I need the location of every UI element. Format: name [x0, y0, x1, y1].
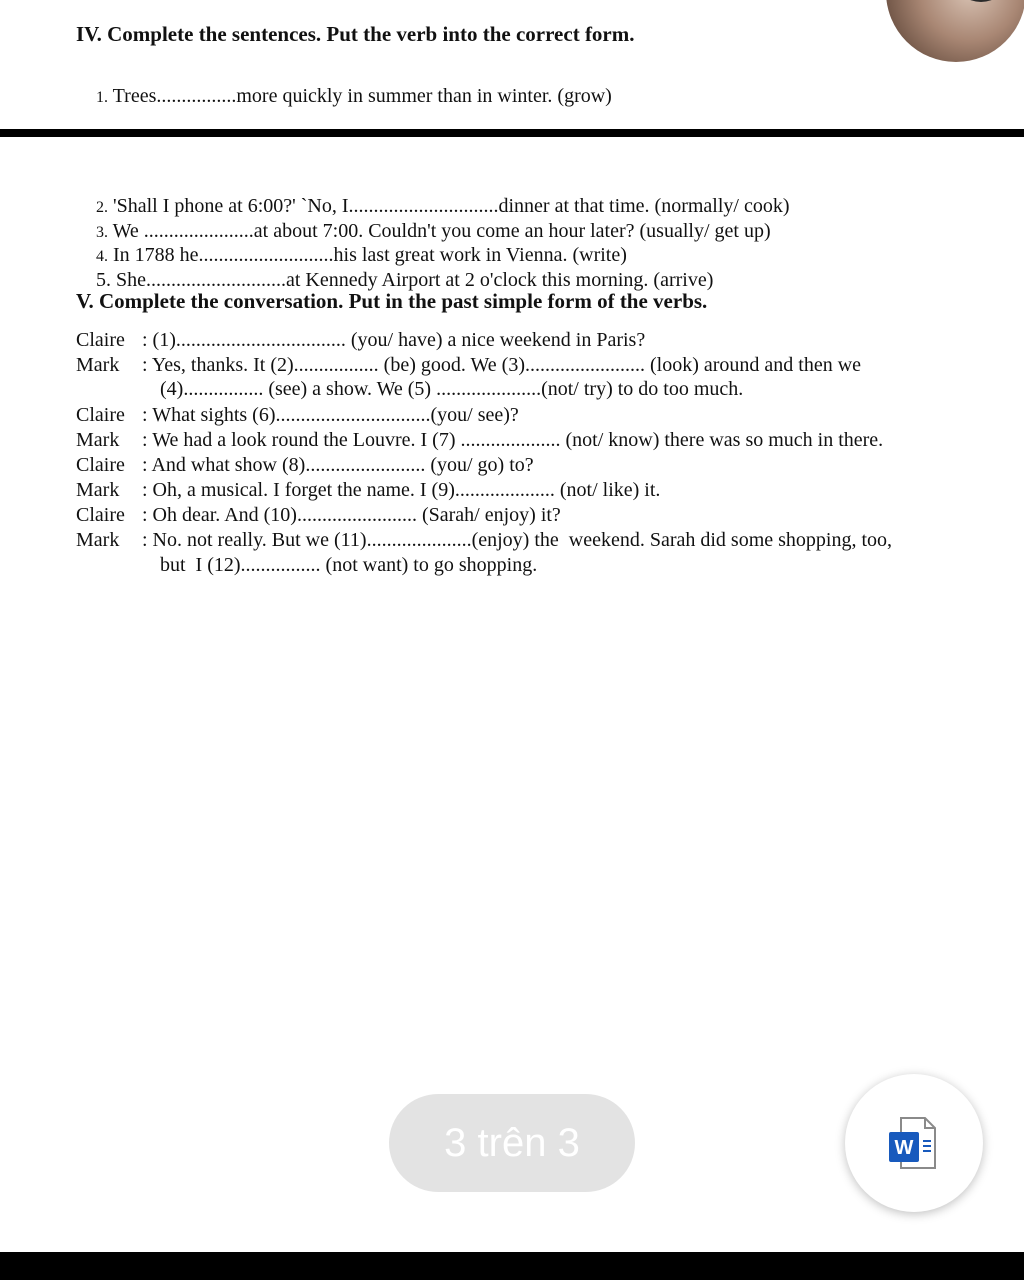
page-divider [0, 129, 1024, 137]
item-number: 5. [96, 269, 111, 291]
line-text: : And what show (8)........................ (you/ go) to? [142, 454, 534, 476]
conversation-line-1 [76, 328, 645, 352]
item-text: Trees................more quickly in summer than in winter. (grow) [112, 85, 612, 107]
speaker-name: Claire [76, 329, 125, 351]
open-in-word-button[interactable] [845, 1074, 983, 1212]
word-doc-icon [885, 1114, 943, 1172]
item-number: 2. [96, 199, 108, 216]
conversation-line-8-continued: but I (12)................ (not want) to go shopping. [160, 554, 538, 576]
section-v-title: V. Complete the conversation. Put in the past simple form of the verbs. [76, 289, 708, 313]
speaker-name: Mark [76, 479, 120, 501]
conversation-line-8 [76, 528, 892, 552]
conversation-line-6 [76, 478, 660, 502]
item-number: 3. [96, 224, 108, 241]
speaker-name: Claire [76, 454, 125, 476]
exercise-item-1 [76, 60, 612, 134]
page-indicator: 3 trên 3 [389, 1094, 635, 1192]
line-text: : Oh dear. And (10)........................ (Sarah/ enjoy) it? [142, 504, 561, 526]
word-letter: W [894, 1137, 914, 1159]
speaker-name: Claire [76, 504, 125, 526]
item-text: 'Shall I phone at 6:00?' `No, I..............................dinner at that time. (normally/ cook) [113, 195, 790, 217]
line-text: : What sights (6)...............................(you/ see)? [142, 404, 519, 426]
bottom-navigation-bar [0, 1252, 1024, 1280]
speaker-name: Mark [76, 354, 120, 376]
conversation-line-5 [76, 453, 534, 477]
line-text: : Yes, thanks. It (2)................. (be) good. We (3)........................ (look) around and then we [142, 354, 862, 376]
conversation-line-4 [76, 428, 883, 452]
speaker-name: Mark [76, 429, 120, 451]
line-text: : No. not really. But we (11).....................(enjoy) the weekend. Sarah did some shopping, too, [142, 529, 893, 551]
line-text: : Oh, a musical. I forget the name. I (9).................... (not/ like) it. [142, 479, 661, 501]
conversation-line-3 [76, 403, 519, 427]
conversation-line-2-continued: (4)................ (see) a show. We (5) .....................(not/ try) to do too much. [160, 378, 744, 400]
line-text: : (1).................................. (you/ have) a nice weekend in Paris? [142, 329, 646, 351]
speaker-name: Mark [76, 529, 120, 551]
line-text: : We had a look round the Louvre. I (7) .................... (not/ know) there was so much in there. [142, 429, 884, 451]
item-text: We ......................at about 7:00. Couldn't you come an hour later? (usually/ get up) [112, 220, 771, 242]
item-number: 1. [96, 89, 108, 106]
conversation-line-2 [76, 353, 861, 377]
speaker-name: Claire [76, 404, 125, 426]
conversation-line-7 [76, 503, 561, 527]
section-iv-title: IV. Complete the sentences. Put the verb into the correct form. [76, 22, 635, 46]
user-avatar[interactable] [886, 0, 1024, 62]
item-text: She............................at Kennedy Airport at 2 o'clock this morning. (arrive) [116, 269, 714, 291]
item-number: 4. [96, 248, 108, 265]
item-text: In 1788 he...........................his last great work in Vienna. (write) [113, 244, 627, 266]
